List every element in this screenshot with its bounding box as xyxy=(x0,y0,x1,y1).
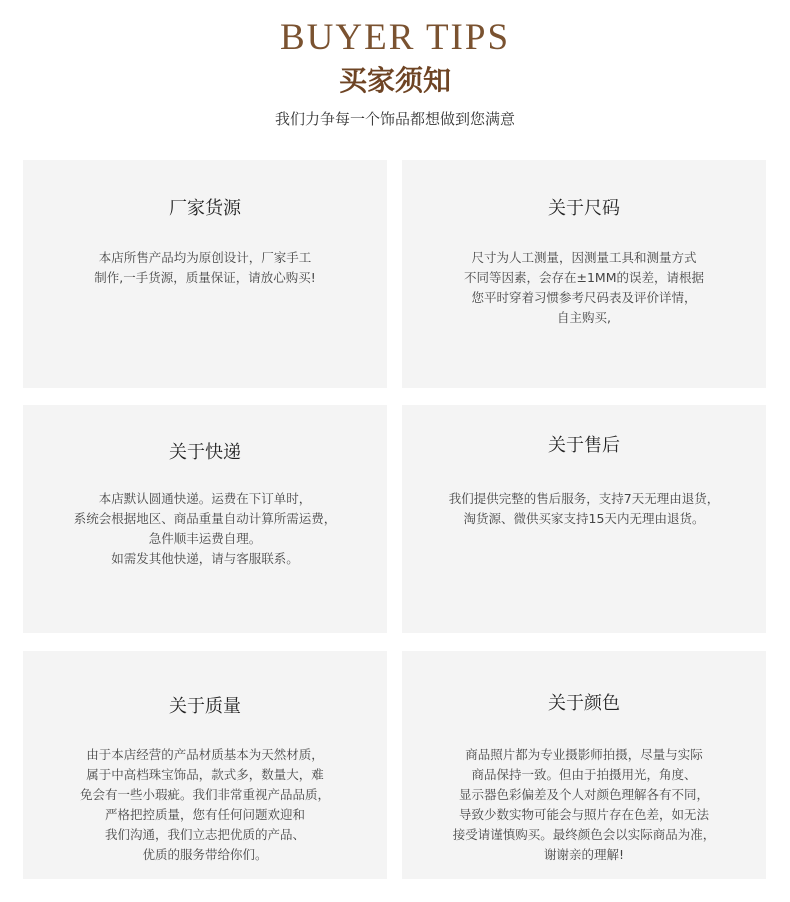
card-delivery xyxy=(23,405,387,633)
card-text-line: 我们提供完整的售后服务，支持7天无理由退货， xyxy=(448,491,720,506)
card-text-line: 系统会根据地区、商品重量自动计算所需运费， xyxy=(73,511,337,526)
title-english: BUYER TIPS xyxy=(279,17,511,58)
card-text-line: 导致少数实物可能会与照片存在色差，如无法 xyxy=(458,807,709,822)
card-text-line: 如需发其他快递，请与客服联系。 xyxy=(111,551,299,566)
card-body xyxy=(23,745,387,865)
card-body xyxy=(402,248,766,328)
card-text-line: 制作,一手货源，质量保证，请放心购买! xyxy=(94,270,316,285)
card-text-line: 本店默认圆通快递。运费在下订单时， xyxy=(98,491,312,506)
card-text-line: 优质的服务带给你们。 xyxy=(142,847,268,862)
card-text-line: 急件顺丰运费自理。 xyxy=(148,531,262,546)
card-text-line: 不同等因素，会存在±1MM的误差，请根据 xyxy=(464,270,704,285)
card-text-line: 属于中高档珠宝饰品，款式多，数量大，难 xyxy=(86,767,324,782)
card-color xyxy=(402,651,766,879)
card-text-line: 严格把控质量，您有任何问题欢迎和 xyxy=(104,807,305,822)
card-title: 关于售后 xyxy=(548,435,620,456)
card-after-sales xyxy=(402,405,766,633)
card-title: 厂家货源 xyxy=(169,198,241,219)
card-title: 关于质量 xyxy=(169,696,241,717)
card-text-line: 尺寸为人工测量，因测量工具和测量方式 xyxy=(471,250,697,265)
card-text-line: 显示器色彩偏差及个人对颜色理解各有不同， xyxy=(458,787,709,802)
card-body xyxy=(23,248,387,288)
card-title: 关于颜色 xyxy=(548,693,620,714)
card-body xyxy=(23,489,387,569)
card-title: 关于尺码 xyxy=(548,198,620,219)
card-text-line: 淘货源、微供买家支持15天内无理由退货。 xyxy=(463,511,705,526)
card-body xyxy=(402,489,766,529)
card-factory-source xyxy=(23,160,387,388)
card-text-line: 自主购买, xyxy=(557,310,611,325)
card-quality xyxy=(23,651,387,879)
card-size xyxy=(402,160,766,388)
card-text-line: 接受请谨慎购买。最终颜色会以实际商品为准， xyxy=(452,827,716,842)
card-text-line: 商品保持一致。但由于拍摄用光，角度、 xyxy=(471,767,697,782)
card-text-line: 谢谢亲的理解! xyxy=(543,847,624,862)
card-text-line: 我们沟通，我们立志把优质的产品、 xyxy=(104,827,305,842)
subtitle: 我们力争每一个饰品都想做到您满意 xyxy=(274,110,515,128)
card-text-line: 您平时穿着习惯参考尺码表及评价详情， xyxy=(471,290,697,305)
card-title: 关于快递 xyxy=(169,442,241,463)
card-text-line: 本店所售产品均为原创设计，厂家手工 xyxy=(98,250,312,265)
card-body xyxy=(402,745,766,865)
card-text-line: 商品照片都为专业摄影师拍摄，尽量与实际 xyxy=(465,747,703,762)
card-text-line: 由于本店经营的产品材质基本为天然材质， xyxy=(86,747,324,762)
title-chinese: 买家须知 xyxy=(338,64,451,97)
card-text-line: 免会有一些小瑕疵。我们非常重视产品品质， xyxy=(79,787,330,802)
